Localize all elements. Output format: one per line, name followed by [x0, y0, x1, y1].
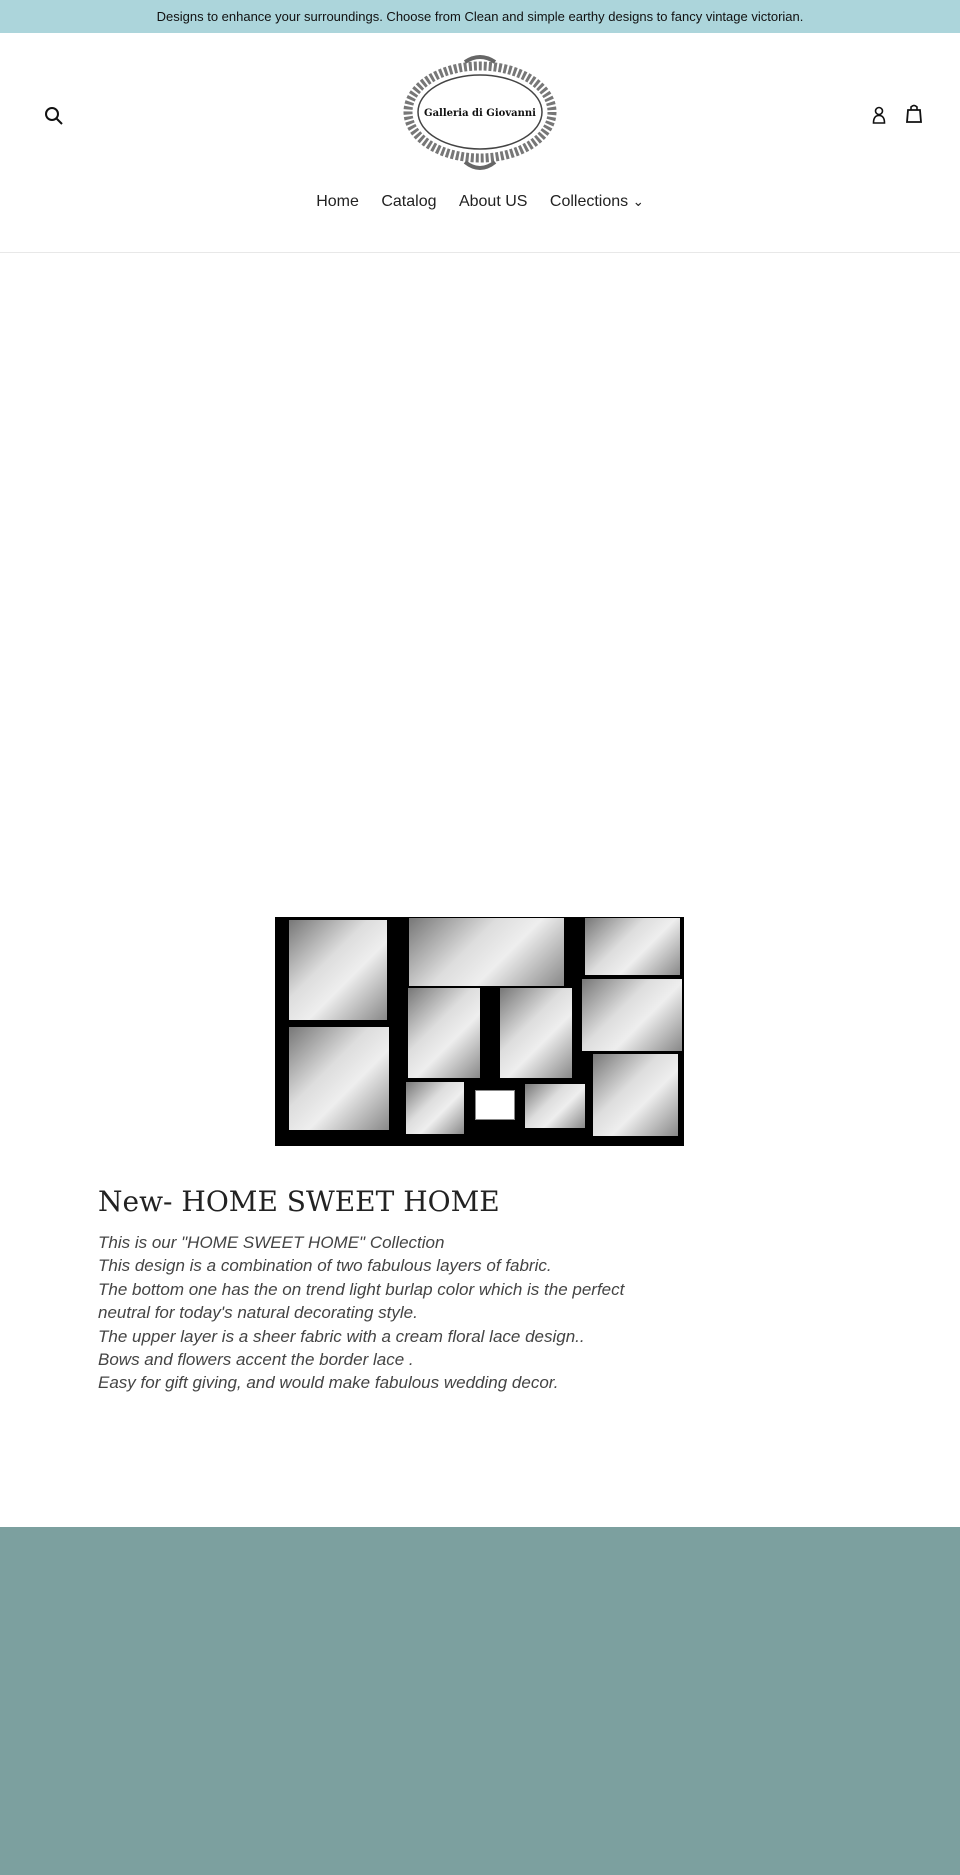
search-icon[interactable] — [44, 106, 64, 131]
header-divider — [0, 252, 960, 253]
cart-icon[interactable] — [906, 104, 922, 129]
logo-text: Galleria di Giovanni — [424, 108, 536, 119]
chevron-down-icon: ⌄ — [632, 194, 644, 209]
description-line: This design is a combination of two fabulous layers of fabric. — [98, 1256, 552, 1276]
description-line: The upper layer is a sheer fabric with a cream floral lace design.. — [98, 1326, 585, 1346]
description-line: This is our "HOME SWEET HOME" Collection — [98, 1233, 445, 1252]
nav-collections[interactable] — [550, 193, 644, 210]
account-icon[interactable] — [872, 106, 886, 129]
nav-home[interactable]: Home — [316, 193, 359, 210]
description-line: The bottom one has the on trend light burlap color which is the perfect — [98, 1279, 625, 1299]
main-nav — [0, 193, 960, 211]
collection-collage-image — [275, 917, 684, 1146]
footer — [0, 1527, 960, 1875]
description-line: neutral for today's natural decorating style. — [98, 1303, 418, 1323]
nav-catalog[interactable]: Catalog — [381, 193, 437, 210]
feature-description — [98, 1231, 624, 1395]
announcement-text: Designs to enhance your surroundings. Choose from Clean and simple earthy designs to fancy vintage victorian. — [156, 9, 804, 24]
logo[interactable] — [395, 52, 565, 174]
description-line: Easy for gift giving, and would make fabulous wedding decor. — [98, 1373, 559, 1393]
description-line: Bows and flowers accent the border lace . — [98, 1350, 414, 1370]
feature-title: New- HOME SWEET HOME — [98, 1185, 500, 1218]
nav-collections-label: Collections — [549, 193, 629, 210]
nav-about-us[interactable]: About US — [458, 193, 528, 210]
announcement-bar — [0, 0, 960, 33]
